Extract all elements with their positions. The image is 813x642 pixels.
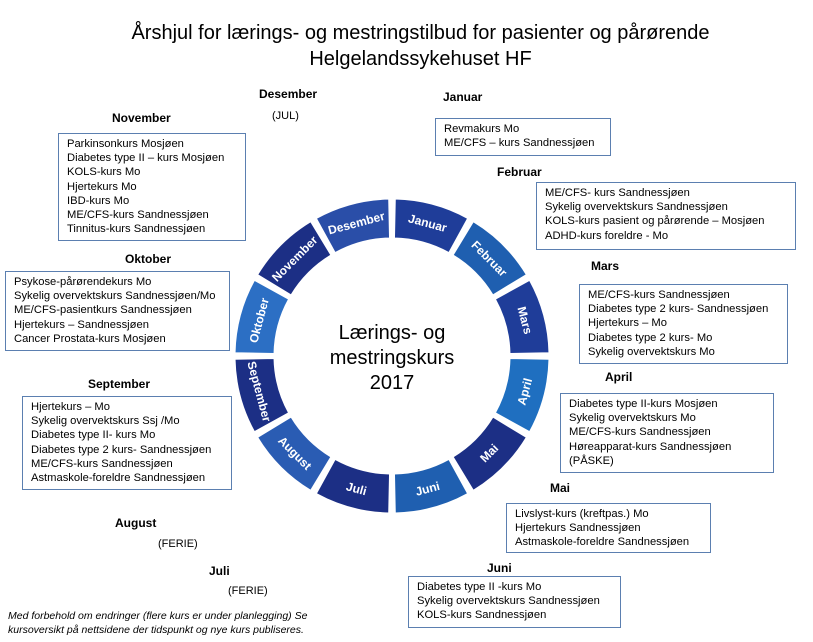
month-note-desember: (JUL) [272, 110, 299, 122]
course-item: Diabetes type II -kurs Mo [417, 581, 542, 593]
month-note-juli: (FERIE) [228, 585, 268, 597]
wheel-label-april: April [514, 376, 536, 407]
course-item: ME/CFS-kurs Sandnessjøen [588, 289, 730, 301]
course-item: ME/CFS-pasientkurs Sandnessjøen [14, 304, 192, 317]
course-box-mars [579, 284, 788, 364]
footer-line-1: Med forbehold om endringer (flere kurs er under planlegging) Se [8, 610, 308, 622]
course-item: Astmaskole-foreldre Sandnessjøen [31, 472, 206, 485]
course-item: Revmakurs Mo [444, 123, 520, 135]
wheel-label-september: September [244, 359, 274, 424]
month-heading-januar: Januar [443, 90, 483, 104]
month-heading-juli: Juli [209, 564, 230, 578]
wheel-center-line-1: Lærings- og [338, 322, 446, 344]
month-heading-april: April [605, 370, 633, 384]
course-box-september [22, 396, 232, 490]
wheel-center-year: 2017 [369, 372, 415, 394]
course-item: ME/CFS – kurs Sandnessjøen [444, 137, 595, 150]
footer-line-2: kursoversikt på nettsidene der tidspunkt og nye kurs publiseres. [8, 624, 304, 636]
course-item: Astmaskole-foreldre Sandnessjøen [515, 536, 690, 549]
month-note-august: (FERIE) [158, 538, 198, 550]
wheel-label-november: November [269, 233, 321, 285]
course-item: KOLS-kurs pasient og pårørende – Mosjøen [545, 215, 765, 228]
course-box-oktober [5, 271, 230, 351]
wheel-label-juli: Juli [344, 479, 369, 499]
page-title: Årshjul for lærings- og mestringstilbud for pasienter og pårørende [131, 22, 710, 44]
course-item: Psykose-pårørendekurs Mo [14, 276, 152, 288]
course-item: Sykelig overvektskurs Mo [588, 345, 715, 358]
course-item: Hjertekurs – Mo [31, 401, 110, 413]
month-heading-august: August [115, 516, 157, 530]
month-heading-september: September [88, 377, 151, 391]
course-item: Sykelig overvektskurs Mo [569, 412, 696, 425]
month-heading-februar: Februar [497, 165, 542, 179]
course-item: Sykelig overvektskurs Sandnessjøen [417, 595, 600, 608]
course-item: ME/CFS-kurs Sandnessjøen [569, 426, 711, 439]
course-item: IBD-kurs Mo [67, 194, 130, 207]
course-box-februar [536, 182, 796, 250]
course-item: Cancer Prostata-kurs Mosjøen [14, 332, 166, 345]
month-heading-mars: Mars [591, 259, 620, 273]
course-item: Diabetes type 2 kurs- Sandnessjøen [588, 303, 769, 316]
course-item: Hjertekurs – Sandnessjøen [14, 318, 149, 331]
course-item: Parkinsonkurs Mosjøen [67, 138, 184, 150]
course-box-april [560, 393, 774, 473]
wheel-label-august: August [275, 433, 315, 473]
course-item: Hjertekurs Sandnessjøen [515, 522, 641, 535]
wheel-label-februar: Februar [468, 238, 510, 280]
course-item: Sykelig overvektskurs Ssj /Mo [31, 415, 180, 428]
course-box-november [58, 133, 246, 241]
course-item: ME/CFS- kurs Sandnessjøen [545, 187, 690, 199]
course-item: ME/CFS-kurs Sandnessjøen [31, 457, 173, 470]
course-item: Diabetes type II- kurs Mo [31, 429, 156, 442]
wheel-label-mai: Mai [477, 441, 502, 466]
course-item: Diabetes type 2 kurs- Mo [588, 331, 713, 344]
wheel-label-mars: Mars [514, 305, 536, 336]
month-heading-november: November [112, 111, 171, 125]
course-item: Diabetes type 2 kurs- Sandnessjøen [31, 443, 212, 456]
wheel-label-oktober: Oktober [246, 296, 272, 345]
course-item: Hjertekurs Mo [67, 180, 137, 193]
course-item: Tinnitus-kurs Sandnessjøen [67, 223, 206, 236]
month-heading-mai: Mai [550, 481, 571, 495]
course-item: Sykelig overvektskurs Sandnessjøen [545, 201, 728, 214]
course-item: KOLS-kurs Mo [67, 166, 141, 179]
course-item: Høreapparat-kurs Sandnessjøen [569, 440, 732, 453]
course-box-mai [506, 503, 711, 553]
wheel-label-januar: Januar [406, 211, 449, 236]
course-item: Livslyst-kurs (kreftpas.) Mo [515, 508, 649, 520]
course-item: Hjertekurs – Mo [588, 317, 667, 330]
course-box-januar [435, 118, 611, 156]
course-item: Diabetes type II-kurs Mosjøen [569, 398, 718, 410]
wheel-label-juni: Juni [413, 478, 442, 499]
page-subtitle: Helgelandssykehuset HF [309, 48, 532, 70]
month-heading-desember: Desember [259, 87, 318, 101]
course-item: ADHD-kurs foreldre - Mo [545, 229, 669, 242]
footer-disclaimer [8, 609, 307, 637]
course-item: Diabetes type II – kurs Mosjøen [67, 152, 225, 165]
course-item: ME/CFS-kurs Sandnessjøen [67, 209, 209, 222]
month-heading-oktober: Oktober [125, 252, 172, 266]
course-item: (PÅSKE) [569, 454, 614, 467]
course-item: KOLS-kurs Sandnessjøen [417, 609, 547, 622]
course-item: Sykelig overvektskurs Sandnessjøen/Mo [14, 290, 216, 303]
course-box-juni [408, 576, 621, 628]
wheel-label-desember: Desember [326, 208, 387, 238]
wheel-center-line-2: mestringskurs [329, 347, 455, 369]
month-heading-juni: Juni [487, 561, 512, 575]
